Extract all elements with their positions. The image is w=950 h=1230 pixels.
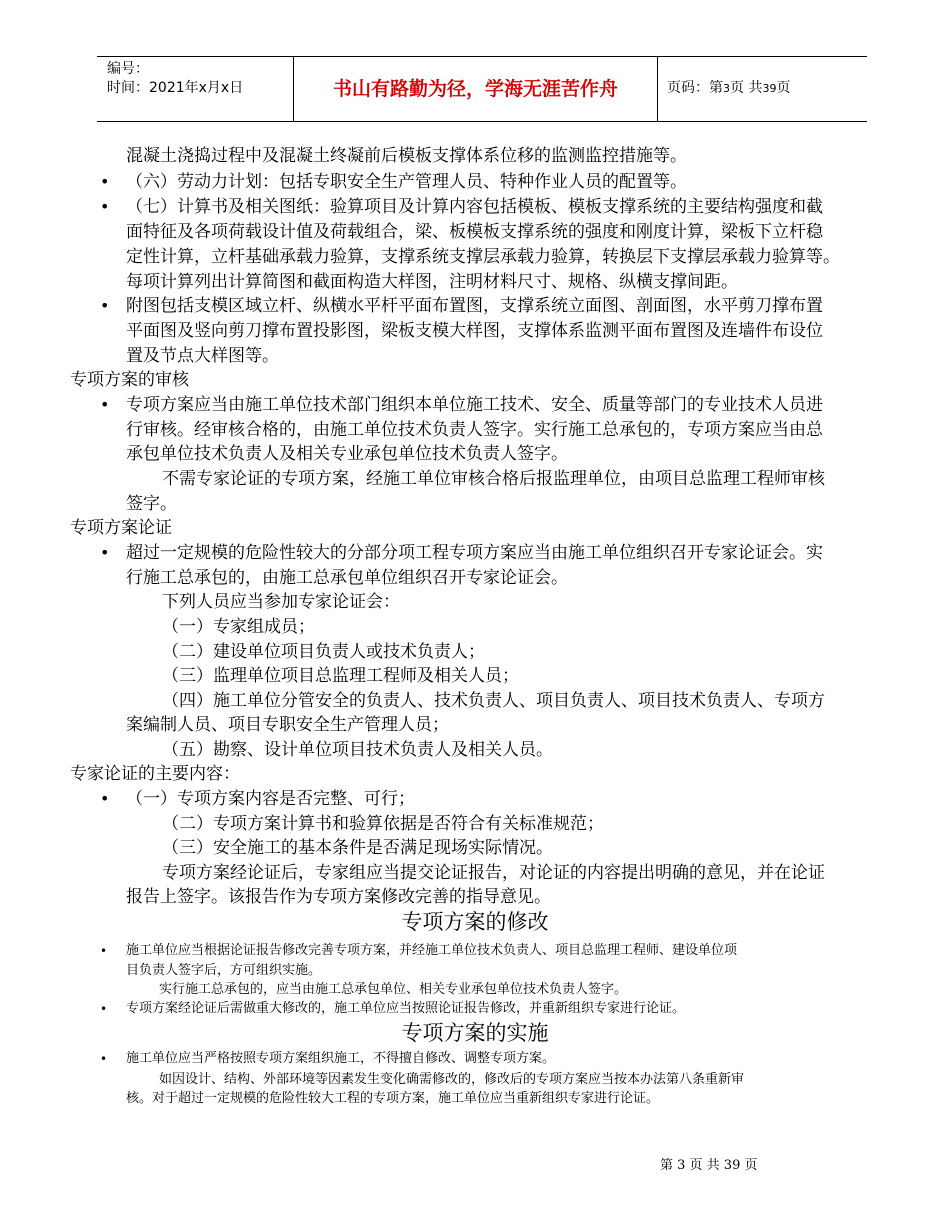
section-heading: 专项方案论证 <box>70 518 172 538</box>
text-line: 承包单位技术负责人及相关专业承包单位技术负责人签字。 <box>126 444 568 464</box>
text-line: （六）劳动力计划：包括专职安全生产管理人员、特种作业人员的配置等。 <box>126 172 687 192</box>
text-line: （一）专项方案内容是否完整、可行； <box>126 789 415 809</box>
text-line: 案编制人员、项目专职安全生产管理人员； <box>126 715 449 735</box>
text-line: 每项计算列出计算简图和截面构造大样图，注明材料尺寸、规格、纵横支撑间距。 <box>126 272 738 292</box>
text-line: （四）施工单位分管安全的负责人、技术负责人、项目负责人、项目技术负责人、专项方 <box>162 691 825 711</box>
text-line: 面特征及各项荷载设计值及荷载组合，梁、板模板支撑系统的强度和刚度计算，梁板下立杆稳 <box>126 222 823 242</box>
page-mid: 页 共 <box>730 80 763 96</box>
text-line: 专项方案经论证后，专家组应当提交论证报告，对论证的内容提出明确的意见，并在论证 <box>162 863 825 883</box>
time-label: 时间：2021年x月x日 <box>107 80 244 96</box>
section-heading: 专项方案的审核 <box>70 370 189 390</box>
bullet: • <box>100 395 110 414</box>
text-line: 行施工总承包的，由施工总承包单位组织召开专家论证会。 <box>126 568 568 588</box>
page-footer: 第 3 页 共 39 页 <box>660 1158 758 1173</box>
small-text-line: 如因设计、结构、外部环境等因素发生变化确需修改的，修改后的专项方案应当按本办法第八条重新审 <box>159 1072 745 1087</box>
bullet: • <box>100 1052 108 1066</box>
title-modification: 专项方案的修改 <box>401 910 549 934</box>
text-line: 报告上签字。该报告作为专项方案修改完善的指导意见。 <box>126 887 551 907</box>
text-line: （三）监理单位项目总监理工程师及相关人员； <box>162 666 519 686</box>
text-line: （一）专家组成员； <box>162 617 315 637</box>
title-implementation: 专项方案的实施 <box>401 1021 549 1045</box>
text-line: 混凝土浇捣过程中及混凝土终凝前后模板支撑体系位移的监测监控措施等。 <box>126 146 687 166</box>
page-total: 39 <box>762 82 777 95</box>
page-current: 3 <box>723 82 730 95</box>
bullet: • <box>100 197 110 216</box>
page-prefix: 页码：第 <box>667 80 723 96</box>
text-line: 行审核。经审核合格的，由施工单位技术负责人签字。实行施工总承包的，专项方案应当由总 <box>126 420 823 440</box>
text-line: 附图包括支模区域立杆、纵横水平杆平面布置图，支撑系统立面图、剖面图，水平剪刀撑布置 <box>126 296 823 316</box>
small-text-line: 施工单位应当严格按照专项方案组织施工，不得擅自修改、调整专项方案。 <box>126 1051 556 1066</box>
text-line: 定性计算，立杆基础承载力验算，支撑系统支撑层承载力验算，转换层下支撑层承载力验算等。 <box>126 247 840 267</box>
text-line: 超过一定规模的危险性较大的分部分项工程专项方案应当由施工单位组织召开专家论证会。实 <box>126 543 823 563</box>
text-line: 平面图及竖向剪刀撑布置投影图，梁板支模大样图，支撑体系监测平面布置图及连墙件布设位 <box>126 321 823 341</box>
small-text-line: 核。对于超过一定规模的危险性较大工程的专项方案，施工单位应当重新组织专家进行论证。 <box>126 1091 660 1106</box>
text-line: 签字。 <box>126 494 177 514</box>
page-suffix: 页 <box>776 80 791 96</box>
bullet: • <box>100 944 108 958</box>
bullet: • <box>100 296 110 315</box>
section-heading: 专家论证的主要内容： <box>70 764 240 784</box>
text-line: 下列人员应当参加专家论证会： <box>162 592 400 612</box>
small-text-line: 目负责人签字后，方可组织实施。 <box>126 963 322 978</box>
small-text-line: 施工单位应当根据论证报告修改完善专项方案，并经施工单位技术负责人、项目总监理工程师、建设单位项 <box>126 943 738 958</box>
small-text-line: 实行施工总承包的，应当由施工总承包单位、相关专业承包单位技术负责人签字。 <box>159 982 628 997</box>
text-line: （七）计算书及相关图纸：验算项目及计算内容包括模板、模板支撑系统的主要结构强度和截 <box>126 197 823 217</box>
text-line: 专项方案应当由施工单位技术部门组织本单位施工技术、安全、质量等部门的专业技术人员进 <box>126 395 823 415</box>
text-line: （二）建设单位项目负责人或技术负责人； <box>162 642 485 662</box>
bullet: • <box>100 172 110 191</box>
text-line: 置及节点大样图等。 <box>126 346 279 366</box>
bullet: • <box>100 789 110 808</box>
bullet: • <box>100 543 110 562</box>
bullet: • <box>100 1002 108 1016</box>
number-label: 编号： <box>107 61 149 77</box>
motto: 书山有路勤为径，学海无涯苦作舟 <box>332 78 618 100</box>
small-text-line: 专项方案经论证后需做重大修改的，施工单位应当按照论证报告修改，并重新组织专家进行论证。 <box>126 1001 686 1016</box>
text-line: 不需专家论证的专项方案，经施工单位审核合格后报监理单位，由项目总监理工程师审核 <box>162 469 825 489</box>
text-line: （二）专项方案计算书和验算依据是否符合有关标准规范； <box>162 814 604 834</box>
text-line: （五）勘察、设计单位项目技术负责人及相关人员。 <box>162 740 553 760</box>
text-line: （三）安全施工的基本条件是否满足现场实际情况。 <box>162 838 553 858</box>
